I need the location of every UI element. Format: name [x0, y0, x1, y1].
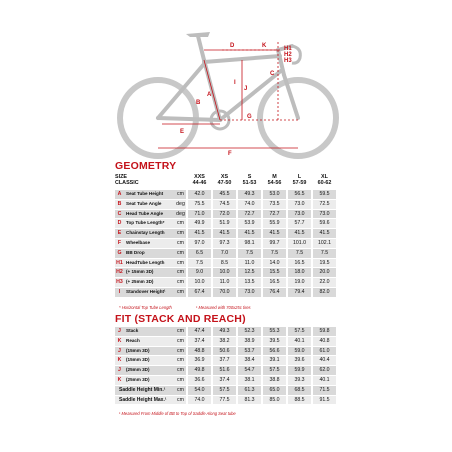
row-value: 41.5 [313, 229, 336, 238]
row-value: 49.3 [213, 327, 236, 336]
row-value: 13.5 [238, 278, 261, 287]
row-value: 39.5 [263, 337, 286, 346]
fit-row [115, 356, 336, 365]
row-value: 37.4 [188, 337, 211, 346]
dim-label-e: E [180, 129, 185, 135]
row-value: 49.8 [188, 366, 211, 375]
row-value: 7.5 [188, 259, 211, 268]
row-value: 51.6 [213, 366, 236, 375]
row-code: J [115, 327, 124, 336]
row-value: 97.0 [188, 239, 211, 248]
fit-row [115, 327, 336, 336]
row-value: 98.1 [238, 239, 261, 248]
geometry-row [115, 288, 336, 297]
row-unit: cm [175, 347, 186, 356]
row-value: 85.0 [263, 396, 286, 405]
row-value: 91.5 [313, 396, 336, 405]
down-tube [220, 70, 282, 120]
row-value: 57.5 [263, 366, 286, 375]
row-value: 20.0 [313, 268, 336, 277]
row-value: 40.1 [313, 376, 336, 385]
row-value: 49.9 [188, 219, 211, 228]
row-value: 16.5 [263, 278, 286, 287]
row-value: 73.0 [238, 288, 261, 297]
row-unit: cm [175, 190, 186, 199]
row-unit: cm [175, 366, 186, 375]
row-value: 36.6 [188, 376, 211, 385]
row-value: 59.5 [313, 190, 336, 199]
row-label: Chainstay Length [124, 229, 175, 238]
row-label: (25mm 3D) [124, 376, 175, 385]
size-xxs: XXS [194, 174, 205, 180]
row-value: 36.9 [188, 356, 211, 365]
row-value: 19.5 [313, 259, 336, 268]
row-value: 82.0 [313, 288, 336, 297]
geometry-row [115, 200, 336, 209]
row-label: Saddle Height Min.¹ [115, 386, 175, 395]
handlebar [292, 46, 300, 63]
row-value: 39.1 [263, 356, 286, 365]
row-value: 42.0 [188, 190, 211, 199]
row-value: 54.7 [238, 366, 261, 375]
geometry-row [115, 210, 336, 219]
classic-label: CLASSIC [115, 180, 139, 186]
row-value: 38.4 [238, 356, 261, 365]
row-label: Seat Tube Height [124, 190, 175, 199]
size-l: L [297, 174, 302, 180]
row-value: 52.3 [238, 327, 261, 336]
geometry-title: GEOMETRY [115, 160, 177, 172]
geometry-row [115, 249, 336, 258]
row-label: Reach [124, 337, 175, 346]
fit-title: FIT (STACK AND REACH) [115, 313, 246, 325]
size-m: M [272, 174, 277, 180]
fit-row [115, 396, 336, 405]
row-value: 57.5 [213, 386, 236, 395]
row-unit: cm [175, 386, 186, 395]
row-value: 99.7 [263, 239, 286, 248]
geometry-row [115, 229, 336, 238]
row-value: 81.3 [238, 396, 261, 405]
row-value: 72.5 [313, 200, 336, 209]
row-code: H3 [116, 279, 123, 286]
row-code: J [115, 347, 124, 356]
row-value: 59.6 [313, 219, 336, 228]
classic-xxs: 44-46 [192, 180, 207, 186]
dim-label-f: F [228, 151, 232, 157]
row-label: Stack [124, 327, 175, 336]
dim-label-c: C [270, 71, 275, 77]
dim-label-h3: H3 [284, 58, 292, 64]
fit-row [115, 376, 336, 385]
row-value: 7.5 [288, 249, 311, 258]
dim-label-d: D [230, 43, 235, 49]
row-value: 38.9 [238, 337, 261, 346]
row-value: 59.9 [288, 366, 311, 375]
row-value: 50.6 [213, 347, 236, 356]
row-unit: cm [175, 337, 186, 346]
geometry-row [115, 278, 336, 287]
row-value: 10.0 [213, 268, 236, 277]
dim-label-j: J [244, 86, 248, 92]
row-value: 41.5 [288, 229, 311, 238]
row-value: 72.7 [238, 210, 261, 219]
size-s: S [247, 174, 252, 180]
row-value: 56.6 [263, 347, 286, 356]
row-label: (25mm 3D) [124, 366, 175, 375]
row-value: 88.5 [288, 396, 311, 405]
row-value: 74.0 [188, 396, 211, 405]
row-value: 37.4 [213, 376, 236, 385]
row-value: 39.6 [288, 356, 311, 365]
row-value: 70.0 [213, 288, 236, 297]
geometry-row [115, 259, 336, 268]
row-value: 76.4 [263, 288, 286, 297]
row-value: 57.7 [288, 219, 311, 228]
dim-label-b: B [196, 100, 201, 106]
seatpost [198, 36, 204, 60]
geometry-row [115, 268, 336, 277]
row-unit: cm [175, 239, 186, 248]
row-value: 55.3 [263, 327, 286, 336]
row-value: 55.9 [263, 219, 286, 228]
row-value: 41.5 [188, 229, 211, 238]
row-unit: deg [176, 210, 185, 217]
row-value: 67.4 [188, 288, 211, 297]
row-value: 12.5 [238, 268, 261, 277]
row-label: Seat Tube Angle [124, 200, 175, 209]
row-label: HeadTube Length [124, 259, 175, 268]
geometry-row [115, 219, 336, 228]
row-value: 41.5 [238, 229, 261, 238]
size-xs: XS [220, 174, 229, 180]
row-unit: cm [175, 219, 186, 228]
classic-s: 51-53 [242, 180, 257, 186]
note-saddle-height: ¹ Measured From Middle of BB to Top of Saddle Along Seat tube [119, 411, 236, 416]
row-value: 39.3 [288, 376, 311, 385]
row-code: F [115, 239, 124, 248]
row-code: G [115, 249, 124, 258]
row-value: 62.0 [313, 366, 336, 375]
row-value: 65.0 [263, 386, 286, 395]
row-unit: cm [175, 288, 186, 297]
classic-l: 57-59 [292, 180, 307, 186]
row-value: 71.0 [188, 210, 211, 219]
row-value: 41.5 [263, 229, 286, 238]
row-code: D [115, 219, 124, 228]
row-value: 38.8 [263, 376, 286, 385]
row-value: 9.0 [188, 268, 211, 277]
row-label: (+ 25mm 3D) [124, 278, 175, 287]
row-label: (15mm 3D) [124, 356, 175, 365]
row-code: H2 [116, 269, 123, 276]
row-code: I [115, 288, 124, 297]
row-value: 11.0 [213, 278, 236, 287]
row-value: 72.0 [213, 210, 236, 219]
row-code: A [115, 190, 124, 199]
row-value: 73.5 [263, 200, 286, 209]
row-value: 45.5 [213, 190, 236, 199]
row-value: 38.2 [213, 337, 236, 346]
row-value: 7.0 [213, 249, 236, 258]
row-value: 7.5 [313, 249, 336, 258]
classic-xl: 60-62 [317, 180, 332, 186]
row-label: (15mm 3D) [124, 347, 175, 356]
classic-xs: 47-50 [217, 180, 232, 186]
row-value: 53.0 [263, 190, 286, 199]
row-value: 68.5 [288, 386, 311, 395]
dim-label-k: K [262, 43, 267, 49]
size-label: SIZE [115, 174, 127, 180]
note-tires: ¹ Measured with 700x25c tires [196, 305, 251, 310]
row-code: C [115, 210, 124, 219]
row-label: (+ 15mm 3D) [124, 268, 175, 277]
geometry-row [115, 190, 336, 199]
classic-m: 54-56 [267, 180, 282, 186]
row-value: 75.5 [188, 200, 211, 209]
row-code: H1 [116, 259, 123, 266]
row-value: 48.8 [188, 347, 211, 356]
row-unit: cm [175, 278, 186, 287]
row-value: 59.8 [313, 327, 336, 336]
dim-label-g: G [247, 114, 252, 120]
geometry-table-body [115, 190, 336, 297]
row-value: 10.0 [188, 278, 211, 287]
row-code: K [115, 356, 124, 365]
fit-row [115, 386, 336, 395]
note-top-tube: * Horizontal Top Tube Length [119, 305, 172, 310]
row-value: 7.5 [263, 249, 286, 258]
row-code: K [115, 337, 124, 346]
dim-label-h1: H1 [284, 46, 292, 52]
row-value: 40.8 [313, 337, 336, 346]
row-value: 53.9 [238, 219, 261, 228]
row-label: BB Drop [124, 249, 175, 258]
row-unit: cm [175, 376, 186, 385]
geometry-row [115, 239, 336, 248]
row-value: 53.7 [238, 347, 261, 356]
row-value: 61.3 [238, 386, 261, 395]
row-value: 40.1 [288, 337, 311, 346]
geometry-table [115, 189, 336, 298]
dim-label-i: I [234, 80, 236, 86]
row-value: 57.5 [288, 327, 311, 336]
row-value: 7.5 [238, 249, 261, 258]
row-value: 74.5 [213, 200, 236, 209]
row-value: 73.0 [288, 200, 311, 209]
row-label: Saddle Height Max.¹ [115, 396, 175, 405]
row-value: 41.5 [213, 229, 236, 238]
row-value: 73.0 [313, 210, 336, 219]
row-value: 74.0 [238, 200, 261, 209]
row-code: K [115, 376, 124, 385]
row-value: 8.5 [213, 259, 236, 268]
size-xl: XL [321, 174, 328, 180]
row-unit: cm [175, 396, 186, 405]
row-value: 56.5 [288, 190, 311, 199]
row-unit: cm [175, 249, 186, 258]
row-value: 71.5 [313, 386, 336, 395]
fit-table-body [115, 327, 336, 404]
row-value: 15.5 [263, 268, 286, 277]
row-label: Standover Height¹ [124, 288, 175, 297]
row-value: 6.5 [188, 249, 211, 258]
row-value: 79.4 [288, 288, 311, 297]
row-unit: cm [175, 327, 186, 336]
row-label: Top Tube Length* [124, 219, 175, 228]
row-value: 22.0 [313, 278, 336, 287]
fit-row [115, 366, 336, 375]
row-label: Head Tube Angle [124, 210, 175, 219]
row-value: 61.0 [313, 347, 336, 356]
row-value: 40.4 [313, 356, 336, 365]
row-value: 73.0 [288, 210, 311, 219]
row-value: 37.7 [213, 356, 236, 365]
row-value: 77.5 [213, 396, 236, 405]
row-value: 97.3 [213, 239, 236, 248]
row-value: 102.1 [313, 239, 336, 248]
row-unit: cm [175, 268, 186, 277]
row-value: 11.0 [238, 259, 261, 268]
row-value: 38.1 [238, 376, 261, 385]
row-value: 47.4 [188, 327, 211, 336]
fit-row [115, 337, 336, 346]
row-unit: cm [175, 229, 186, 238]
row-unit: deg [176, 200, 185, 207]
row-value: 18.0 [288, 268, 311, 277]
row-value: 54.0 [188, 386, 211, 395]
row-code: E [115, 229, 124, 238]
row-value: 19.0 [288, 278, 311, 287]
fit-table [115, 326, 336, 405]
row-label: Wheelbase [124, 239, 175, 248]
row-value: 16.5 [288, 259, 311, 268]
row-value: 51.9 [213, 219, 236, 228]
row-value: 14.0 [263, 259, 286, 268]
row-code: B [115, 200, 124, 209]
row-value: 72.7 [263, 210, 286, 219]
bike-geometry-diagram [112, 20, 348, 172]
row-value: 101.0 [288, 239, 311, 248]
row-unit: cm [175, 259, 186, 268]
row-unit: cm [175, 356, 186, 365]
dim-label-a: A [207, 92, 212, 98]
dim-label-h2: H2 [284, 52, 292, 58]
row-value: 49.3 [238, 190, 261, 199]
row-value: 59.0 [288, 347, 311, 356]
saddle [186, 32, 210, 37]
fit-row [115, 347, 336, 356]
row-code: J [115, 366, 124, 375]
